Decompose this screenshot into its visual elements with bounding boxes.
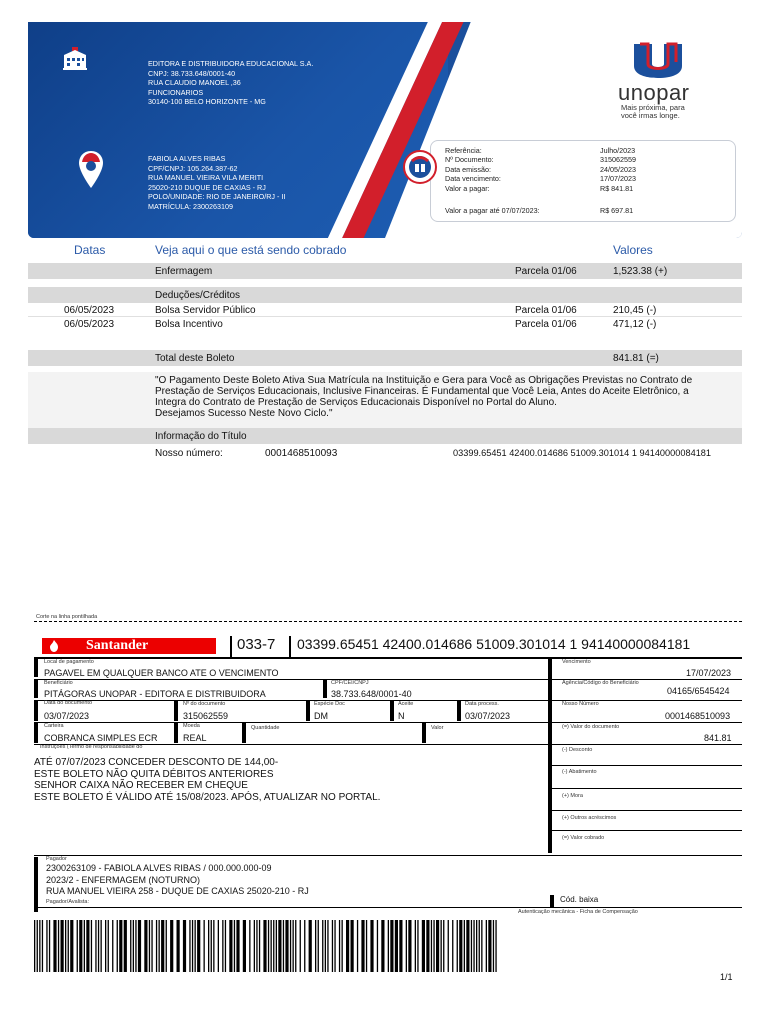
charge-value: 1,523.38 (+) [613, 266, 668, 277]
pay-seal-icon [403, 150, 437, 184]
total-label: Total deste Boleto [155, 353, 235, 364]
instructions-label: Instruções (Termo de responsabilidade do [40, 744, 143, 750]
location-pin-icon [78, 150, 104, 190]
deduction-value: 210,45 (-) [613, 305, 657, 316]
discount-value: R$ 697.81 [600, 206, 634, 215]
digitable-line-small: 03399.65451 42400.014686 51009.301014 1 94140000084181 [453, 448, 712, 458]
discount-label: Valor a pagar até 07/07/2023: [445, 206, 540, 215]
col-header-charges: Veja aqui o que está sendo cobrado [155, 243, 347, 257]
deduction-value: 471,12 (-) [613, 319, 657, 330]
beneficiario-value: PITÁGORAS UNOPAR - EDITORA E DISTRIBUIDORA [44, 689, 266, 699]
desconto-label: (-) Desconto [562, 747, 593, 753]
data-doc-label: Data do documento [44, 700, 93, 706]
info-values: Julho/2023 315062559 24/05/2023 17/07/2023 R$ 841.81 [600, 146, 636, 193]
ndoc-label: Nº do documento [183, 701, 226, 707]
page-number: 1/1 [720, 972, 733, 982]
valor-doc-value: 841.81 [704, 733, 732, 743]
carteira-value: COBRANCA SIMPLES ECR [44, 733, 158, 743]
cobrado-label: (=) Valor cobrado [562, 835, 605, 841]
col-header-values: Valores [613, 243, 653, 257]
moeda-label: Moeda [183, 723, 200, 729]
info-labels: Referência: Nº Documento: Data emissão: Data vencimento: Valor a pagar: [445, 146, 501, 193]
vencimento-label: Vencimento [562, 659, 591, 665]
mora-label: (+) Mora [562, 793, 583, 799]
barcode [34, 920, 498, 972]
title-info-heading: Informação do Título [155, 431, 247, 442]
cod-baixa-label: Cód. baixa [560, 895, 599, 904]
col-header-dates: Datas [74, 243, 106, 257]
ndoc-value: 315062559 [183, 711, 229, 721]
local-label: Local de pagamento [44, 659, 94, 665]
bank-code: 033-7 [237, 636, 276, 653]
company-info: EDITORA E DISTRIBUIDORA EDUCACIONAL S.A. CNPJ: 38.733.648/0001-40 RUA CLAUDIO MANOEL ,36 FUNCIONARIOS 30140-100 BELO HORIZONTE - MG [148, 59, 314, 107]
nosso-value: 0001468510093 [665, 711, 731, 721]
santander-logo: Santander [42, 638, 216, 654]
outros-label: (+) Outros acréscimos [562, 815, 617, 821]
row-divider [28, 316, 742, 317]
digitable-line: 03399.65451 42400.014686 51009.301014 1 94140000084181 [297, 636, 691, 652]
unopar-logo-text: unopar [618, 80, 690, 105]
data-proc-value: 03/07/2023 [465, 711, 511, 721]
instructions: ATÉ 07/07/2023 CONCEDER DESCONTO DE 144,00- ESTE BOLETO NÃO QUITA DÉBITOS ANTERIORES SENHOR CAIXA NÃO RECEBER EM CHEQUE ESTE BOLETO É VÁLIDO ATÉ 15/08/2023. APÓS, ATUALIZAR NO PORTAL. [34, 757, 381, 803]
deductions-title: Deduções/Créditos [155, 290, 241, 301]
enrollment-notice: "O Pagamento Deste Boleto Ativa Sua Matrícula na Instituição e Gera para Você as Obrigações Previstas no Contrato de Prestação de Serviços Educacionais, Inclusive Financeiras. É Fundamental que Você Leia, Antes do Aceite Eletrônico, a Integra do Contrato de Prestação de Serviços Educacionais Disponível no Portal do Aluno. Desejamos Sucesso Neste Novo Ciclo." [155, 375, 693, 419]
abatimento-label: (-) Abatimento [562, 769, 597, 775]
deduction-date: 06/05/2023 [64, 305, 115, 316]
especie-value: DM [314, 711, 328, 721]
unopar-tagline: Mais próxima, para você irmas longe. [621, 103, 685, 121]
nosso-label: Nosso Número [562, 701, 599, 707]
moeda-value: REAL [183, 733, 207, 743]
pagador-info: 2300263109 - FABIOLA ALVES RIBAS / 000.000.000-09 2023/2 - ENFERMAGEM (NOTURNO) RUA MANUEL VIEIRA 258 - DUQUE DE CAXIAS 25020-210 - RJ [46, 863, 309, 896]
cpf-label: CPF/CEI/CNPJ [331, 680, 369, 686]
valor-label: Valor [431, 725, 444, 731]
student-info: FABIOLA ALVES RIBAS CPF/CNPJ: 105.264.387-62 RUA MANUEL VIEIRA VILA MERITI 25020-210 DUQUE DE CAXIAS - RJ POLO/UNIDADE: RIO DE JANEIRO/RJ - II MATRÍCULA: 2300263109 [148, 154, 286, 211]
especie-label: Espécie Doc [314, 701, 345, 707]
title-info-bar [28, 428, 742, 444]
aceite-value: N [398, 711, 405, 721]
deduction-date: 06/05/2023 [64, 319, 115, 330]
charge-desc: Enfermagem [155, 266, 213, 277]
autenticacao-label: Autenticação mecânica - Ficha de Compensação [518, 909, 638, 915]
cpf-value: 38.733.648/0001-40 [331, 689, 412, 699]
total-value: 841.81 (=) [613, 353, 659, 364]
quantidade-label: Quantidade [251, 725, 280, 731]
deduction-parcel: Parcela 01/06 [515, 305, 577, 316]
nosso-numero-label: Nosso número: [155, 448, 223, 459]
agencia-label: Agência/Código do Beneficiário [562, 680, 639, 686]
deduction-desc: Bolsa Incentivo [155, 319, 223, 330]
cut-line [34, 621, 742, 622]
vencimento-value: 17/07/2023 [686, 668, 732, 678]
beneficiario-label: Beneficiário [44, 680, 73, 686]
agencia-value: 04165/6545424 [667, 686, 730, 696]
avalista-label: Pagador/Avalista: [46, 899, 90, 905]
flame-icon [46, 639, 62, 653]
nosso-numero-value: 0001468510093 [265, 448, 338, 459]
data-proc-label: Data process. [465, 701, 499, 707]
pagador-label: Pagador [46, 856, 67, 862]
carteira-label: Carteira [44, 723, 64, 729]
deductions-bar [28, 287, 742, 303]
local-value: PAGAVEL EM QUALQUER BANCO ATE O VENCIMENTO [44, 668, 279, 678]
building-icon [62, 46, 88, 72]
deduction-parcel: Parcela 01/06 [515, 319, 577, 330]
data-doc-value: 03/07/2023 [44, 711, 90, 721]
aceite-label: Aceite [398, 701, 414, 707]
deduction-desc: Bolsa Servidor Público [155, 305, 256, 316]
valor-doc-label: (=) Valor do documento [562, 724, 620, 730]
cut-line-label: Corte na linha pontilhada [36, 614, 98, 620]
unopar-u-logo [632, 42, 684, 80]
charge-parcel: Parcela 01/06 [515, 266, 577, 277]
